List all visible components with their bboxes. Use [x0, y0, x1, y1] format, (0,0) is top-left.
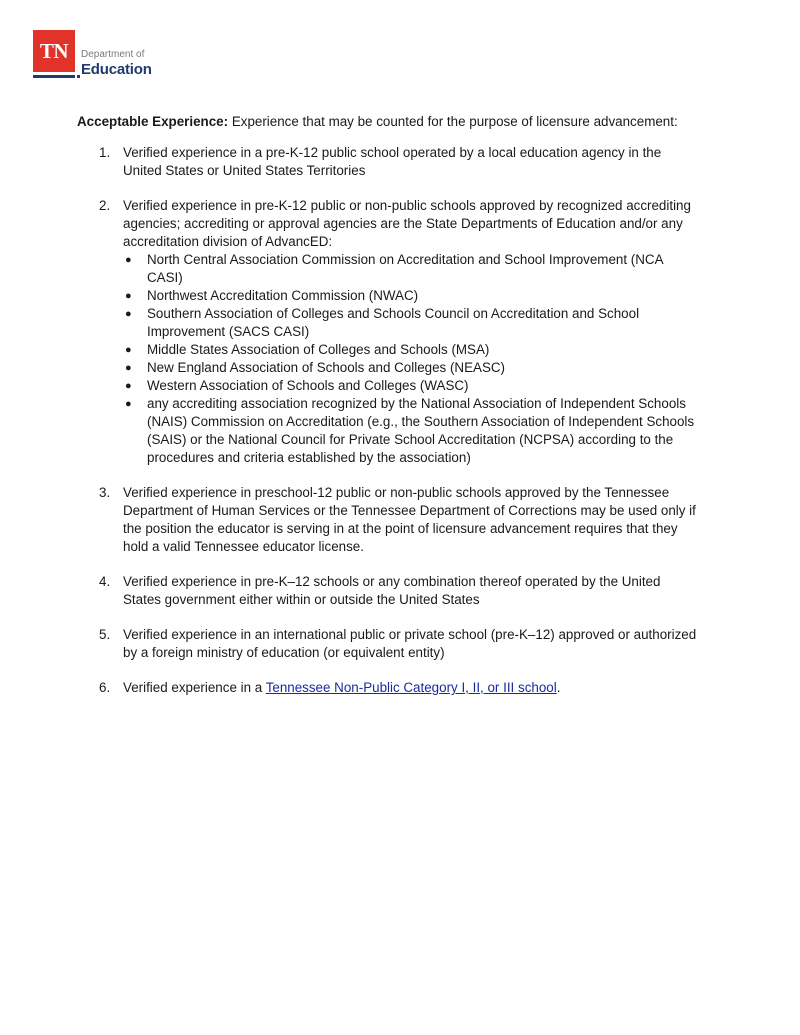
bullet-icon: ● — [125, 254, 132, 266]
bullet-text: Middle States Association of Colleges and Schools (MSA) — [147, 342, 490, 357]
item-number: 6. — [99, 680, 111, 695]
item-text: Verified experience in pre-K-12 public or non-public schools approved by recognized accrediting agencies; accrediting or approval agencies are the State Departments of Education and/or any accreditation division of AdvancED: — [123, 198, 691, 249]
logo-education-text: Education — [81, 61, 152, 78]
bullet-item — [123, 377, 697, 395]
list-item — [77, 679, 697, 697]
bullet-text: Western Association of Schools and Colleges (WASC) — [147, 378, 469, 393]
bullet-text: Northwest Accreditation Commission (NWAC) — [147, 288, 419, 303]
bullet-item — [123, 359, 697, 377]
bullet-icon: ● — [125, 308, 132, 320]
intro-text: Experience that may be counted for the purpose of licensure advancement: — [228, 114, 678, 129]
logo-department-text: Department of — [81, 49, 145, 60]
item-number: 4. — [99, 574, 111, 589]
item-text: Verified experience in an international public or private school (pre-K–12) approved or authorized by a foreign ministry of education (or equivalent entity) — [123, 627, 697, 660]
bullet-item — [123, 305, 697, 341]
tn-education-logo — [33, 30, 173, 82]
bullet-icon: ● — [125, 380, 132, 392]
intro-label: Acceptable Experience: — [77, 114, 229, 129]
bullet-text: New England Association of Schools and Colleges (NEASC) — [147, 360, 506, 375]
experience-list — [77, 144, 697, 697]
bullet-icon: ● — [125, 362, 132, 374]
item-number: 2. — [99, 198, 111, 213]
list-item — [77, 573, 697, 609]
item-number: 1. — [99, 145, 111, 160]
intro-paragraph — [77, 111, 697, 132]
list-item — [77, 484, 697, 556]
item-text-before: Verified experience in a — [123, 680, 266, 695]
bullet-icon: ● — [125, 398, 132, 410]
item-text: Verified experience in preschool-12 public or non-public schools approved by the Tennessee Department of Human Services or the Tennessee Department of Corrections may be used only if the position the educator is serving in at the point of licensure advancement requires that they hold a valid Tennessee educator license. — [123, 485, 696, 554]
logo-dot — [77, 75, 80, 78]
list-item — [77, 197, 697, 467]
bullet-item — [123, 251, 697, 287]
bullet-text: any accrediting association recognized by the National Association of Independent Schools (NAIS) Commission on Accreditation (e.g., the Southern Association of Independent Schools (SAIS) or the National Council for Private School Accreditation (NCPSA) according to the procedures and criteria established by the association) — [147, 396, 695, 465]
list-item — [77, 144, 697, 180]
bullet-item — [123, 287, 697, 305]
tennessee-non-public-school-link[interactable]: Tennessee Non-Public Category I, II, or III school — [265, 680, 557, 695]
list-item — [77, 626, 697, 662]
bullet-text: North Central Association Commission on Accreditation and School Improvement (NCA CASI) — [147, 252, 663, 285]
bullet-icon: ● — [125, 344, 132, 356]
bullet-text: Southern Association of Colleges and Schools Council on Accreditation and School Improvement (SACS CASI) — [147, 306, 640, 339]
item-text: Verified experience in pre-K–12 schools or any combination thereof operated by the United States government either within or outside the United States — [123, 574, 661, 607]
accrediting-agencies-list — [123, 251, 697, 467]
logo-underline-bar — [33, 75, 75, 78]
document-body — [77, 111, 697, 714]
item-number: 3. — [99, 485, 111, 500]
item-number: 5. — [99, 627, 111, 642]
item-text-after: . — [556, 680, 561, 695]
bullet-item — [123, 341, 697, 359]
item-text: Verified experience in a pre-K-12 public school operated by a local education agency in the United States or United States Territories — [123, 145, 662, 178]
bullet-item — [123, 395, 697, 467]
bullet-icon: ● — [125, 290, 132, 302]
tn-logo-mark: TN — [33, 30, 75, 72]
